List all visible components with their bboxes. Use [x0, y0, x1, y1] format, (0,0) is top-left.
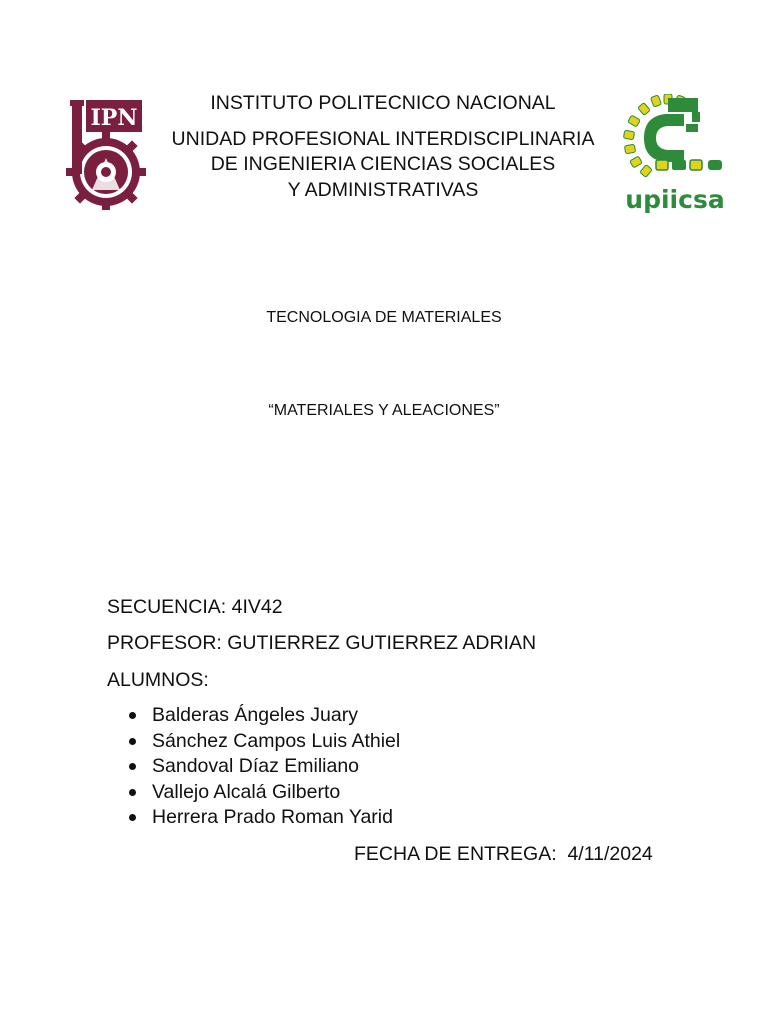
- professor-line: PROFESOR: GUTIERREZ GUTIERREZ ADRIAN: [107, 632, 537, 654]
- institution-name: INSTITUTO POLITECNICO NACIONAL: [210, 92, 556, 114]
- student-name: Sánchez Campos Luis Athiel: [152, 729, 401, 752]
- bullet-icon: [129, 814, 136, 821]
- document-title: “MATERIALES Y ALEACIONES”: [268, 402, 500, 419]
- upiicsa-logo: [622, 94, 728, 214]
- unit-name-line: Y ADMINISTRATIVAS: [287, 178, 479, 201]
- ipn-logo-text: IPN: [90, 105, 138, 131]
- unit-name: [160, 127, 606, 204]
- upiicsa-logo-icon: [622, 94, 728, 214]
- bullet-icon: [129, 738, 136, 745]
- list-item: [128, 729, 400, 755]
- list-item: [128, 780, 400, 806]
- student-name: Balderas Ángeles Juary: [152, 704, 358, 726]
- unit-name-line: DE INGENIERIA CIENCIAS SOCIALES: [210, 153, 556, 175]
- ipn-logo-icon: [62, 98, 148, 210]
- subject-name: TECNOLOGIA DE MATERIALES: [266, 309, 502, 326]
- bullet-icon: [129, 763, 136, 770]
- unit-name-line: UNIDAD PROFESIONAL INTERDISCIPLINARIA: [171, 127, 595, 150]
- sequence-line: SECUENCIA: 4IV42: [107, 596, 283, 618]
- student-name: Vallejo Alcalá Gilberto: [152, 780, 341, 803]
- bullet-icon: [129, 712, 136, 719]
- ipn-logo: [62, 98, 148, 210]
- upiicsa-logo-text: upiicsa: [625, 185, 725, 214]
- students-list: [128, 703, 400, 831]
- list-item: [128, 754, 400, 780]
- due-date: FECHA DE ENTREGA: 4/11/2024: [354, 843, 653, 865]
- student-name: Sandoval Díaz Emiliano: [152, 755, 360, 778]
- list-item: [128, 805, 400, 831]
- header: [160, 91, 606, 203]
- bullet-icon: [129, 789, 136, 796]
- list-item: [128, 703, 400, 729]
- students-label: ALUMNOS:: [107, 669, 209, 691]
- student-name: Herrera Prado Roman Yarid: [152, 806, 393, 829]
